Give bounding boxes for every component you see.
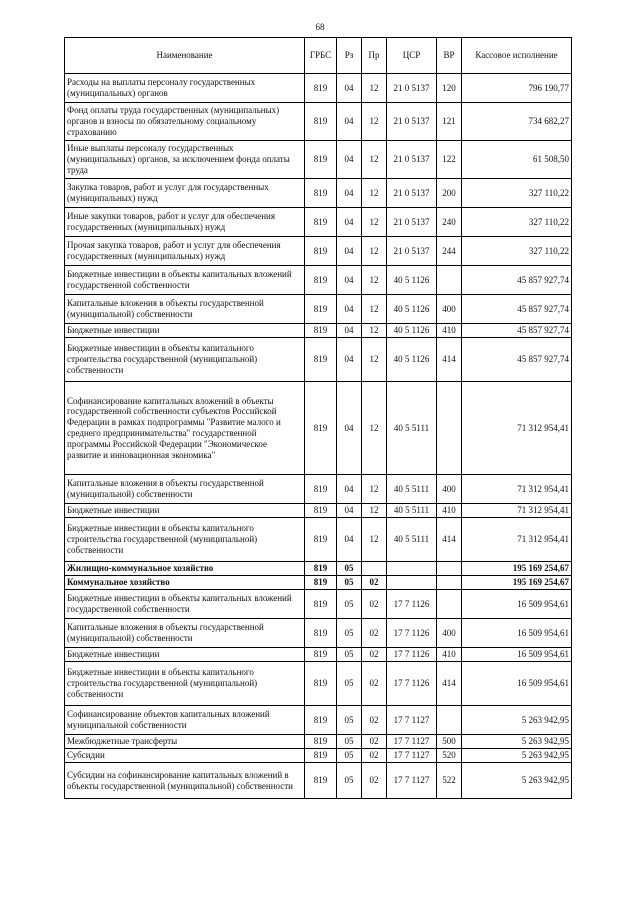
cell-grbs: 819: [305, 338, 337, 382]
cell-amount: 71 312 954,41: [462, 518, 572, 562]
cell-grbs: 819: [305, 208, 337, 237]
cell-grbs: 819: [305, 518, 337, 562]
cell-rz: 04: [337, 74, 362, 103]
cell-grbs: 819: [305, 475, 337, 504]
cell-vr: [437, 576, 462, 590]
cell-grbs: 819: [305, 706, 337, 735]
cell-name: Прочая закупка товаров, работ и услуг для обеспечения государственных (муниципальных) нужд: [65, 237, 305, 266]
header-rz: Рз: [337, 38, 362, 74]
cell-grbs: 819: [305, 576, 337, 590]
cell-rz: 04: [337, 295, 362, 324]
cell-amount: 327 110,22: [462, 179, 572, 208]
table-row: [65, 266, 572, 295]
cell-name: Субсидии на софинансирование капитальных вложений в объекты государственной (муниципальной) собственности: [65, 763, 305, 799]
table-header: [65, 38, 572, 74]
cell-vr: 240: [437, 208, 462, 237]
cell-vr: 522: [437, 763, 462, 799]
cell-amount: 71 312 954,41: [462, 382, 572, 475]
table-row: [65, 562, 572, 576]
table-row: [65, 619, 572, 648]
cell-amount: 327 110,22: [462, 208, 572, 237]
cell-rz: 04: [337, 504, 362, 518]
cell-name: Бюджетные инвестиции: [65, 648, 305, 662]
cell-rz: 04: [337, 475, 362, 504]
cell-grbs: 819: [305, 590, 337, 619]
cell-csr: 40 5 1126: [387, 266, 437, 295]
cell-csr: 17 7 1126: [387, 662, 437, 706]
cell-csr: [387, 562, 437, 576]
cell-csr: 21 0 5137: [387, 237, 437, 266]
cell-amount: 16 509 954,61: [462, 619, 572, 648]
table-row: [65, 74, 572, 103]
cell-name: Бюджетные инвестиции в объекты капитальных вложений государственной собственности: [65, 266, 305, 295]
cell-name: Расходы на выплаты персоналу государственных (муниципальных) органов: [65, 74, 305, 103]
table-row: [65, 576, 572, 590]
cell-grbs: 819: [305, 382, 337, 475]
cell-grbs: 819: [305, 749, 337, 763]
cell-vr: 400: [437, 619, 462, 648]
cell-rz: 05: [337, 590, 362, 619]
cell-pr: 12: [362, 141, 387, 179]
cell-pr: 02: [362, 735, 387, 749]
cell-vr: 122: [437, 141, 462, 179]
cell-grbs: 819: [305, 648, 337, 662]
table-row: [65, 735, 572, 749]
cell-amount: 45 857 927,74: [462, 295, 572, 324]
cell-vr: [437, 562, 462, 576]
cell-name: Капитальные вложения в объекты государственной (муниципальной) собственности: [65, 475, 305, 504]
cell-rz: 05: [337, 735, 362, 749]
header-grbs: ГРБС: [305, 38, 337, 74]
cell-rz: 04: [337, 179, 362, 208]
cell-amount: 45 857 927,74: [462, 324, 572, 338]
cell-name: Коммунальное хозяйство: [65, 576, 305, 590]
table-row: [65, 648, 572, 662]
cell-grbs: 819: [305, 266, 337, 295]
cell-name: Бюджетные инвестиции в объекты капитального строительства государственной (муниципальной) собственности: [65, 518, 305, 562]
cell-vr: [437, 706, 462, 735]
cell-pr: 12: [362, 74, 387, 103]
cell-csr: 21 0 5137: [387, 103, 437, 141]
cell-csr: 21 0 5137: [387, 141, 437, 179]
cell-name: Межбюджетные трансферты: [65, 735, 305, 749]
cell-amount: 5 263 942,95: [462, 706, 572, 735]
cell-rz: 05: [337, 749, 362, 763]
cell-pr: 02: [362, 619, 387, 648]
cell-amount: 61 508,50: [462, 141, 572, 179]
cell-csr: 40 5 5111: [387, 382, 437, 475]
table-row: [65, 141, 572, 179]
header-name: Наименование: [65, 38, 305, 74]
cell-pr: 12: [362, 382, 387, 475]
cell-rz: 05: [337, 662, 362, 706]
cell-pr: 12: [362, 208, 387, 237]
cell-amount: 5 263 942,95: [462, 749, 572, 763]
cell-pr: 02: [362, 662, 387, 706]
cell-pr: 12: [362, 266, 387, 295]
cell-amount: 45 857 927,74: [462, 266, 572, 295]
cell-csr: 21 0 5137: [387, 179, 437, 208]
cell-name: Иные закупки товаров, работ и услуг для обеспечения государственных (муниципальных) нужд: [65, 208, 305, 237]
cell-rz: 05: [337, 706, 362, 735]
cell-csr: 40 5 5111: [387, 518, 437, 562]
header-row: [65, 38, 572, 74]
cell-csr: 40 5 5111: [387, 475, 437, 504]
cell-vr: 414: [437, 518, 462, 562]
cell-pr: 02: [362, 576, 387, 590]
cell-grbs: 819: [305, 504, 337, 518]
cell-pr: 02: [362, 590, 387, 619]
cell-name: Бюджетные инвестиции в объекты капитального строительства государственной (муниципальной) собственности: [65, 662, 305, 706]
cell-vr: 121: [437, 103, 462, 141]
cell-vr: [437, 382, 462, 475]
cell-vr: 414: [437, 662, 462, 706]
cell-grbs: 819: [305, 662, 337, 706]
cell-grbs: 819: [305, 763, 337, 799]
table-row: [65, 706, 572, 735]
cell-pr: 12: [362, 103, 387, 141]
cell-csr: 40 5 5111: [387, 504, 437, 518]
cell-pr: 12: [362, 237, 387, 266]
cell-name: Капитальные вложения в объекты государственной (муниципальной) собственности: [65, 295, 305, 324]
cell-vr: 120: [437, 74, 462, 103]
cell-name: Софинансирование капитальных вложений в объекты государственной собственности субъектов Российской Федерации в рамках подпрограммы "Развитие малого и среднего предпринимательства" государственной программы Российской Федерации "Экономическое развитие и инновационная экономика": [65, 382, 305, 475]
cell-rz: 05: [337, 763, 362, 799]
cell-name: Субсидии: [65, 749, 305, 763]
table-row: [65, 237, 572, 266]
table-row: [65, 324, 572, 338]
header-amount: Кассовое исполнение: [462, 38, 572, 74]
table-row: [65, 179, 572, 208]
cell-grbs: 819: [305, 619, 337, 648]
cell-name: Капитальные вложения в объекты государственной (муниципальной) собственности: [65, 619, 305, 648]
cell-amount: 5 263 942,95: [462, 735, 572, 749]
cell-name: Бюджетные инвестиции: [65, 324, 305, 338]
cell-amount: 16 509 954,61: [462, 590, 572, 619]
cell-grbs: 819: [305, 237, 337, 266]
cell-amount: 71 312 954,41: [462, 504, 572, 518]
cell-grbs: 819: [305, 103, 337, 141]
cell-csr: 40 5 1126: [387, 295, 437, 324]
cell-grbs: 819: [305, 562, 337, 576]
cell-pr: 02: [362, 648, 387, 662]
cell-amount: 16 509 954,61: [462, 662, 572, 706]
cell-pr: 12: [362, 338, 387, 382]
cell-rz: 05: [337, 576, 362, 590]
header-vr: ВР: [437, 38, 462, 74]
cell-amount: 16 509 954,61: [462, 648, 572, 662]
cell-rz: 04: [337, 518, 362, 562]
cell-name: Жилищно-коммунальное хозяйство: [65, 562, 305, 576]
cell-csr: 21 0 5137: [387, 208, 437, 237]
cell-rz: 04: [337, 266, 362, 295]
cell-amount: 796 190,77: [462, 74, 572, 103]
cell-rz: 04: [337, 237, 362, 266]
cell-name: Бюджетные инвестиции: [65, 504, 305, 518]
cell-grbs: 819: [305, 179, 337, 208]
cell-name: Софинансирование объектов капитальных вложений муниципальной собственности: [65, 706, 305, 735]
table-row: [65, 338, 572, 382]
cell-rz: 04: [337, 208, 362, 237]
cell-csr: 17 7 1126: [387, 619, 437, 648]
cell-amount: 45 857 927,74: [462, 338, 572, 382]
table-row: [65, 662, 572, 706]
cell-pr: 12: [362, 324, 387, 338]
cell-vr: 410: [437, 324, 462, 338]
cell-vr: 200: [437, 179, 462, 208]
cell-vr: 414: [437, 338, 462, 382]
header-pr: Пр: [362, 38, 387, 74]
cell-name: Закупка товаров, работ и услуг для государственных (муниципальных) нужд: [65, 179, 305, 208]
cell-csr: 40 5 1126: [387, 324, 437, 338]
table-row: [65, 763, 572, 799]
table-row: [65, 103, 572, 141]
table-row: [65, 295, 572, 324]
cell-amount: 327 110,22: [462, 237, 572, 266]
cell-grbs: 819: [305, 295, 337, 324]
cell-pr: 12: [362, 475, 387, 504]
cell-csr: 17 7 1127: [387, 706, 437, 735]
table-row: [65, 208, 572, 237]
cell-csr: 17 7 1126: [387, 590, 437, 619]
cell-vr: 500: [437, 735, 462, 749]
cell-vr: 400: [437, 295, 462, 324]
table-row: [65, 518, 572, 562]
table-body: [65, 74, 572, 799]
cell-amount: 71 312 954,41: [462, 475, 572, 504]
cell-csr: 17 7 1126: [387, 648, 437, 662]
cell-pr: 12: [362, 504, 387, 518]
cell-rz: 05: [337, 562, 362, 576]
cell-amount: 5 263 942,95: [462, 763, 572, 799]
cell-vr: 244: [437, 237, 462, 266]
cell-pr: 02: [362, 749, 387, 763]
cell-grbs: 819: [305, 324, 337, 338]
cell-csr: 21 0 5137: [387, 74, 437, 103]
cell-rz: 05: [337, 619, 362, 648]
cell-grbs: 819: [305, 141, 337, 179]
table-row: [65, 504, 572, 518]
cell-vr: 410: [437, 648, 462, 662]
cell-pr: 02: [362, 706, 387, 735]
cell-pr: 12: [362, 179, 387, 208]
cell-vr: [437, 266, 462, 295]
cell-vr: [437, 590, 462, 619]
cell-amount: 734 682,27: [462, 103, 572, 141]
cell-grbs: 819: [305, 74, 337, 103]
budget-execution-table: [64, 37, 572, 799]
cell-pr: 02: [362, 763, 387, 799]
cell-name: Бюджетные инвестиции в объекты капитальных вложений государственной собственности: [65, 590, 305, 619]
cell-vr: 410: [437, 504, 462, 518]
cell-pr: 12: [362, 295, 387, 324]
table-row: [65, 382, 572, 475]
cell-rz: 04: [337, 141, 362, 179]
page-number: 68: [315, 22, 325, 32]
header-csr: ЦСР: [387, 38, 437, 74]
cell-amount: 195 169 254,67: [462, 576, 572, 590]
cell-rz: 05: [337, 648, 362, 662]
cell-grbs: 819: [305, 735, 337, 749]
cell-amount: 195 169 254,67: [462, 562, 572, 576]
cell-rz: 04: [337, 324, 362, 338]
cell-name: Фонд оплаты труда государственных (муниципальных) органов и взносы по обязательному социальному страхованию: [65, 103, 305, 141]
cell-rz: 04: [337, 103, 362, 141]
cell-vr: 400: [437, 475, 462, 504]
cell-pr: [362, 562, 387, 576]
cell-name: Иные выплаты персоналу государственных (муниципальных) органов, за исключением фонда оплаты труда: [65, 141, 305, 179]
table-row: [65, 590, 572, 619]
cell-csr: [387, 576, 437, 590]
cell-csr: 17 7 1127: [387, 735, 437, 749]
cell-rz: 04: [337, 338, 362, 382]
table-row: [65, 749, 572, 763]
cell-csr: 17 7 1127: [387, 763, 437, 799]
cell-pr: 12: [362, 518, 387, 562]
cell-csr: 17 7 1127: [387, 749, 437, 763]
cell-csr: 40 5 1126: [387, 338, 437, 382]
cell-name: Бюджетные инвестиции в объекты капитального строительства государственной (муниципальной) собственности: [65, 338, 305, 382]
cell-vr: 520: [437, 749, 462, 763]
table-row: [65, 475, 572, 504]
cell-rz: 04: [337, 382, 362, 475]
